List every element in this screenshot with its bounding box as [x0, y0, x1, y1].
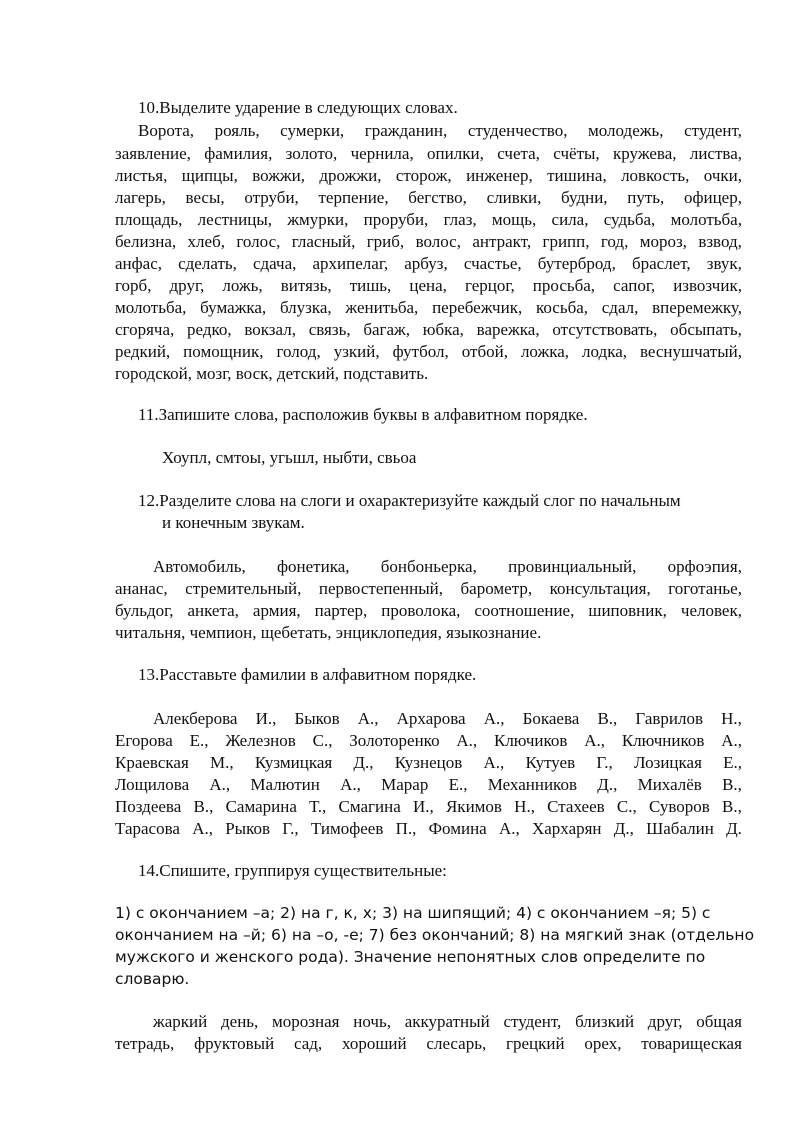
- word: площадь,: [115, 210, 183, 229]
- word: женитьба,: [345, 298, 419, 317]
- word: бутерброд,: [537, 254, 616, 273]
- word: бульдог,: [115, 601, 174, 620]
- section-12-line: читальня, чемпион, щебетать, энциклопедия, языкознание.: [115, 623, 542, 642]
- word: отруби,: [244, 188, 299, 207]
- surname-line: [115, 796, 742, 818]
- word: сгоряча,: [115, 320, 175, 339]
- word: проруби,: [363, 210, 429, 229]
- section-10-line: [115, 275, 742, 297]
- word: Д.,: [353, 753, 374, 772]
- word: футбол,: [392, 342, 449, 361]
- word: морозная: [272, 1012, 340, 1031]
- section-10-line: [115, 165, 742, 187]
- word: отбой,: [461, 342, 508, 361]
- word: опилки,: [427, 144, 484, 163]
- word: антракт,: [472, 232, 532, 251]
- word: партер,: [314, 601, 368, 620]
- word: звук,: [706, 254, 742, 273]
- surname-line: [115, 752, 742, 774]
- word: Архарова: [396, 709, 466, 728]
- word: Смагина: [338, 797, 401, 816]
- word: помощник,: [183, 342, 264, 361]
- word: Е.,: [448, 775, 468, 794]
- word: лагерь,: [115, 188, 166, 207]
- word: хлеб,: [187, 232, 225, 251]
- word: общая: [696, 1012, 742, 1031]
- word: ложь,: [222, 276, 263, 295]
- word: студент,: [503, 1012, 562, 1031]
- section-12-line: [115, 600, 742, 622]
- section-14-instruction-line: окончанием на –й; 6) на –о, -е; 7) без окончаний; 8) на мягкий знак (отдельно: [115, 926, 755, 944]
- word: лодка,: [582, 342, 627, 361]
- word: голод,: [276, 342, 321, 361]
- word: В.,: [722, 775, 742, 794]
- word: грипп,: [542, 232, 590, 251]
- word: Марар: [381, 775, 429, 794]
- word: Михалёв: [637, 775, 702, 794]
- section-14-phrase-line: [153, 1011, 742, 1033]
- word: очки,: [703, 166, 742, 185]
- word: анфас,: [115, 254, 162, 273]
- word: сдал,: [601, 298, 639, 317]
- word: багаж,: [363, 320, 411, 339]
- word: гражданин,: [364, 121, 448, 140]
- word: Кузнецов: [394, 753, 463, 772]
- word: В.,: [597, 709, 618, 728]
- word: фамилия,: [204, 144, 273, 163]
- word: Железнов: [225, 731, 296, 750]
- word: Ключиков: [493, 731, 568, 750]
- word: перебежчик,: [432, 298, 523, 317]
- word: блузка,: [279, 298, 332, 317]
- section-12-line: [153, 556, 742, 578]
- word: А.,: [721, 731, 742, 750]
- word: первостепенный,: [318, 579, 443, 598]
- word: Г.,: [282, 819, 299, 838]
- word: рояль,: [214, 121, 260, 140]
- word: щипцы,: [181, 166, 238, 185]
- word: извозчик,: [673, 276, 742, 295]
- word: жмурки,: [287, 210, 349, 229]
- word: витязь,: [280, 276, 332, 295]
- word: Малютин: [250, 775, 320, 794]
- word: студент,: [684, 121, 742, 140]
- section-14-instruction-line: словарю.: [115, 970, 190, 988]
- word: орфоэпия,: [667, 557, 742, 576]
- word: судьба,: [603, 210, 656, 229]
- word: листва,: [689, 144, 742, 163]
- word: грецкий: [506, 1034, 565, 1053]
- word: А.,: [483, 753, 505, 772]
- word: Поздеева: [115, 797, 182, 816]
- section-10-line: [115, 209, 742, 231]
- word: Якимов: [445, 797, 502, 816]
- word: ананас,: [115, 579, 168, 598]
- word: вокзал,: [244, 320, 296, 339]
- word: провинциальный,: [508, 557, 637, 576]
- word: узкий,: [333, 342, 380, 361]
- word: чернила,: [350, 144, 414, 163]
- word: молодежь,: [588, 121, 664, 140]
- word: редкий,: [115, 342, 171, 361]
- word: Т.,: [309, 797, 327, 816]
- word: сапог,: [613, 276, 656, 295]
- surname-line: [153, 708, 742, 730]
- section-12-heading-cont: и конечным звукам.: [162, 513, 305, 532]
- word: юбка,: [422, 320, 464, 339]
- word: кружева,: [613, 144, 677, 163]
- word: сила,: [551, 210, 589, 229]
- word: Д.,: [613, 819, 634, 838]
- word: Золоторенко: [349, 731, 440, 750]
- word: Автомобиль,: [153, 557, 246, 576]
- word: А.,: [209, 775, 231, 794]
- word: герцог,: [465, 276, 515, 295]
- section-10-line: [115, 231, 742, 253]
- word: шиповник,: [588, 601, 667, 620]
- word: мороз,: [639, 232, 687, 251]
- word: армия,: [252, 601, 301, 620]
- word: ловкость,: [621, 166, 690, 185]
- word: взвод,: [698, 232, 742, 251]
- word: сливки,: [486, 188, 542, 207]
- word: Кутуев: [525, 753, 576, 772]
- word: Ворота,: [138, 121, 195, 140]
- word: Д.: [726, 819, 742, 838]
- word: сумерки,: [280, 121, 345, 140]
- section-11-words: Хоупл, смтоы, угьшл, ныбти, свьоа: [162, 448, 417, 467]
- section-14-heading: 14.Спишите, группируя существительные:: [138, 861, 447, 880]
- section-12-heading: 12.Разделите слова на слоги и охарактеризуйте каждый слог по начальным: [138, 491, 681, 510]
- word: браслет,: [631, 254, 691, 273]
- word: Суворов: [648, 797, 710, 816]
- word: Бокаева: [522, 709, 580, 728]
- word: год,: [600, 232, 629, 251]
- word: молотьба,: [115, 298, 187, 317]
- word: лестницы,: [197, 210, 273, 229]
- word: С.,: [312, 731, 333, 750]
- word: А.,: [483, 709, 505, 728]
- word: веснушчатый,: [639, 342, 742, 361]
- section-10-line: [138, 120, 742, 142]
- word: Кузмицкая: [254, 753, 333, 772]
- word: проволока,: [381, 601, 461, 620]
- word: весы,: [185, 188, 225, 207]
- word: друг,: [647, 1012, 683, 1031]
- word: архипелаг,: [312, 254, 389, 273]
- word: гласный,: [291, 232, 356, 251]
- word: Механников: [487, 775, 577, 794]
- word: голос,: [236, 232, 281, 251]
- word: Н.,: [721, 709, 742, 728]
- section-14-phrase-line: [115, 1033, 742, 1055]
- word: А.,: [498, 819, 520, 838]
- surname-line: [115, 818, 742, 840]
- word: сделать,: [178, 254, 237, 273]
- word: Гаврилов: [635, 709, 704, 728]
- word: П.,: [395, 819, 417, 838]
- word: арбуз,: [404, 254, 448, 273]
- word: слесарь,: [426, 1034, 487, 1053]
- word: золото,: [285, 144, 338, 163]
- word: редко,: [187, 320, 232, 339]
- word: Н.,: [514, 797, 535, 816]
- word: А.,: [340, 775, 361, 794]
- word: тетрадь,: [115, 1034, 175, 1053]
- word: А.,: [456, 731, 478, 750]
- word: И.,: [255, 709, 277, 728]
- word: Краевская: [115, 753, 189, 772]
- word: Шабалин: [646, 819, 714, 838]
- word: товарищеская: [641, 1034, 742, 1053]
- word: Самарина: [225, 797, 297, 816]
- word: А.,: [357, 709, 379, 728]
- word: Лозицкая: [634, 753, 702, 772]
- word: В.,: [722, 797, 742, 816]
- word: хороший: [341, 1034, 407, 1053]
- word: ложка,: [520, 342, 570, 361]
- word: В.,: [193, 797, 214, 816]
- word: счастье,: [463, 254, 522, 273]
- word: М.,: [210, 753, 234, 772]
- word: сад,: [293, 1034, 323, 1053]
- word: офицер,: [683, 188, 742, 207]
- word: варежка,: [476, 320, 540, 339]
- section-11-heading: 11.Запишите слова, расположив буквы в алфавитном порядке.: [138, 405, 588, 424]
- word: Ключников: [621, 731, 705, 750]
- word: фруктовый: [194, 1034, 275, 1053]
- word: мощь,: [491, 210, 537, 229]
- word: глаз,: [443, 210, 477, 229]
- word: друг,: [169, 276, 205, 295]
- section-13-heading: 13.Расставьте фамилии в алфавитном порядке.: [138, 665, 477, 684]
- word: цена,: [409, 276, 447, 295]
- word: соотношение,: [474, 601, 575, 620]
- word: тишина,: [547, 166, 607, 185]
- word: связь,: [308, 320, 351, 339]
- word: А.,: [584, 731, 606, 750]
- word: Быков: [294, 709, 340, 728]
- word: орех,: [584, 1034, 622, 1053]
- word: будни,: [561, 188, 608, 207]
- word: горб,: [115, 276, 152, 295]
- word: косьба,: [535, 298, 589, 317]
- section-14-instruction-line: мужского и женского рода). Значение непонятных слов определите по: [115, 948, 706, 966]
- word: Хархарян: [531, 819, 602, 838]
- word: молотьба,: [670, 210, 742, 229]
- section-10-line: [115, 253, 742, 275]
- section-10-line: [115, 297, 742, 319]
- word: Лощилова: [115, 775, 190, 794]
- word: вожжи,: [252, 166, 306, 185]
- word: гоготанье,: [668, 579, 742, 598]
- word: белизна,: [115, 232, 177, 251]
- word: сдача,: [252, 254, 297, 273]
- section-10-line: [115, 341, 742, 363]
- section-12-line: [115, 578, 742, 600]
- word: человек,: [680, 601, 742, 620]
- word: фонетика,: [277, 557, 350, 576]
- word: И.,: [412, 797, 434, 816]
- word: вперемежку,: [652, 298, 742, 317]
- word: сторож,: [395, 166, 452, 185]
- word: заявление,: [115, 144, 191, 163]
- word: Алекберова: [153, 709, 238, 728]
- word: счёты,: [553, 144, 600, 163]
- section-10-line: [115, 143, 742, 165]
- section-10-heading: 10.Выделите ударение в следующих словах.: [138, 98, 458, 117]
- word: гриб,: [366, 232, 405, 251]
- word: С.,: [616, 797, 637, 816]
- section-10-line: [115, 187, 742, 209]
- word: Д.,: [597, 775, 618, 794]
- word: счета,: [497, 144, 540, 163]
- section-10-line: [115, 319, 742, 341]
- word: бумажка,: [200, 298, 267, 317]
- word: барометр,: [460, 579, 533, 598]
- word: инженер,: [466, 166, 533, 185]
- word: аккуратный: [404, 1012, 490, 1031]
- word: бонбоньерка,: [380, 557, 477, 576]
- word: анкета,: [187, 601, 239, 620]
- word: день,: [221, 1012, 259, 1031]
- word: Тарасова: [115, 819, 180, 838]
- word: Тимофеев: [310, 819, 384, 838]
- word: просьба,: [532, 276, 596, 295]
- surname-line: [115, 774, 742, 796]
- word: обсыпать,: [670, 320, 742, 339]
- word: близкий: [575, 1012, 635, 1031]
- word: тишь,: [349, 276, 392, 295]
- word: А.,: [192, 819, 213, 838]
- word: консультация,: [549, 579, 651, 598]
- word: стремительный,: [185, 579, 302, 598]
- word: отсутствовать,: [552, 320, 658, 339]
- word: жаркий: [153, 1012, 208, 1031]
- word: Е.,: [189, 731, 209, 750]
- section-10-line: городской, мозг, воск, детский, подставить.: [115, 364, 429, 383]
- word: волос,: [415, 232, 461, 251]
- word: Стахеев: [547, 797, 605, 816]
- word: путь,: [627, 188, 665, 207]
- word: студенчество,: [467, 121, 568, 140]
- word: Фомина: [428, 819, 487, 838]
- word: дрожжи,: [319, 166, 382, 185]
- word: Рыков: [225, 819, 271, 838]
- word: Е.,: [723, 753, 742, 772]
- word: листья,: [115, 166, 168, 185]
- word: ночь,: [353, 1012, 391, 1031]
- surname-line: [115, 730, 742, 752]
- word: Г.,: [596, 753, 613, 772]
- word: Егорова: [115, 731, 173, 750]
- word: бегство,: [408, 188, 467, 207]
- word: терпение,: [318, 188, 389, 207]
- section-14-instruction-line: 1) с окончанием –а; 2) на г, к, х; 3) на шипящий; 4) с окончанием –я; 5) с: [115, 904, 711, 922]
